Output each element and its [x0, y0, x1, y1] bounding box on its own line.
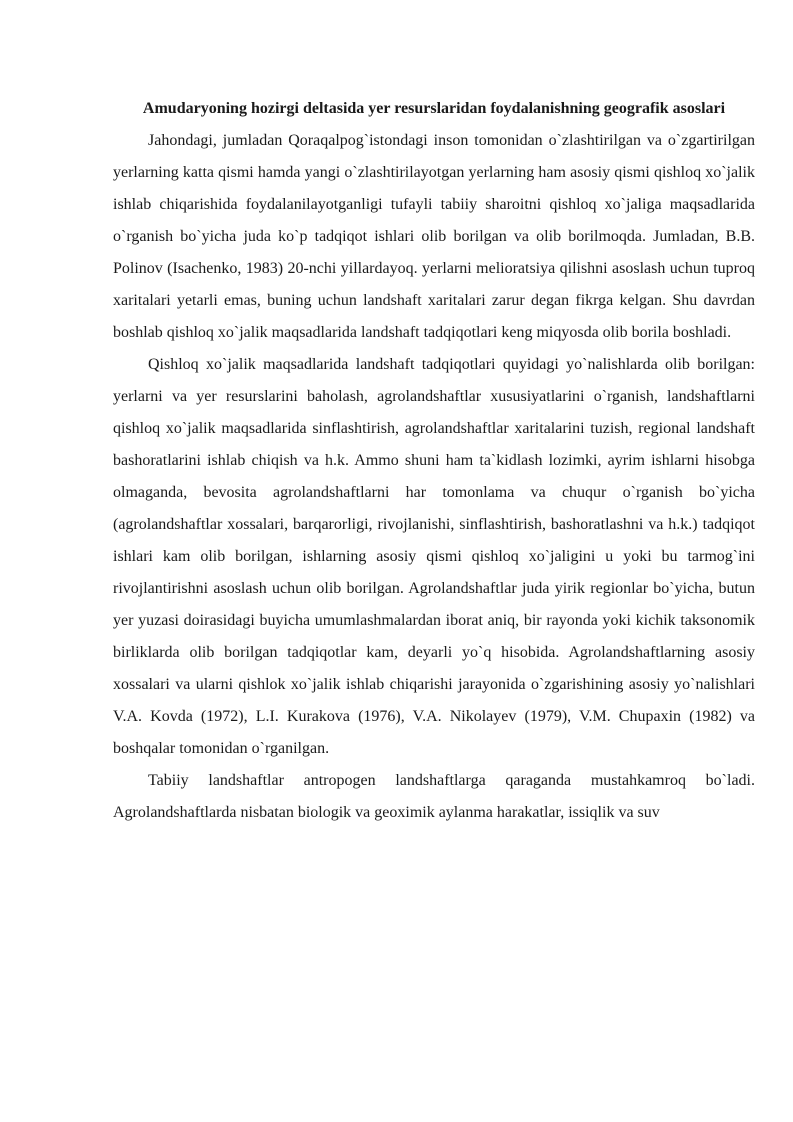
paragraph-3: Tabiiy landshaftlar antropogen landshaftlarga qaraganda mustahkamroq bo`ladi. Agrolandshaftlarda nisbatan biologik va geoximik aylanma harakatlar, issiqlik va suv: [113, 772, 755, 821]
document-title: Amudaryoning hozirgi deltasida yer resurslaridan foydalanishning geografik asoslari: [142, 100, 726, 117]
document-page: [113, 93, 755, 829]
paragraph-2: Qishloq xo`jalik maqsadlarida landshaft tadqiqotlari quyidagi yo`nalishlarda olib borilgan: yerlarni va yer resurslarini baholash, agrolandshaftlar xususiyatlarini o`rganish, landshaftlarni qishloq xo`jalik maqsadlarida sinflashtirish, agrolandshaftlar xaritalarini tuzish, regional landshaft bashoratlarini ishlab chiqish va h.k. Ammo shuni ham ta`kidlash lozimki, ayrim ishlarni hisobga olmaganda, bevosita agrolandshaftlarni har tomonlama va chuqur o`rganish bo`yicha (agrolandshaftlar xossalari, barqarorligi, rivojlanishi, sinflashtirish, bashoratlashni va h.k.) tadqiqot ishlari kam olib borilgan, ishlarning asosiy qismi qishloq xo`jaligini u yoki bu tarmog`ini rivojlantirishni asoslash uchun olib borilgan. Agrolandshaftlar juda yirik regionlar bo`yicha, butun yer yuzasi doirasidagi buyicha umumlashmalardan iborat aniq, bir rayonda yoki kichik taksonomik birliklarda olib borilgan tadqiqotlar kam, deyarli yo`q hisobida. Agrolandshaftlarning asosiy xossalari va ularni qishlok xo`jalik ishlab chiqarishi jarayonida o`zgarishining asosiy yo`nalishlari V.A. Kovda (1972), L.I. Kurakova (1976), V.A. Nikolayev (1979), V.M. Chupaxin (1982) va boshqalar tomonidan o`rganilgan.: [113, 356, 755, 757]
paragraph-1: Jahondagi, jumladan Qoraqalpog`istondagi inson tomonidan o`zlashtirilgan va o`zgartirilgan yerlarning katta qismi hamda yangi o`zlashtirilayotgan yerlarning ham asosiy qismi qishloq xo`jalik ishlab chiqarishida foydalanilayotganligi tufayli tabiiy sharoitni qishloq xo`jaliga maqsadlarida o`rganish bo`yicha juda ko`p tadqiqot ishlari olib borilgan va olib borilmoqda. Jumladan, B.B. Polinov (Isachenko, 1983) 20-nchi yillardayoq. yerlarni melioratsiya qilishni asoslash uchun tuproq xaritalari yetarli emas, buning uchun landshaft xaritalari zarur degan fikrga kelgan. Shu davrdan boshlab qishloq xo`jalik maqsadlarida landshaft tadqiqotlari keng miqyosda olib borila boshladi.: [113, 132, 755, 341]
